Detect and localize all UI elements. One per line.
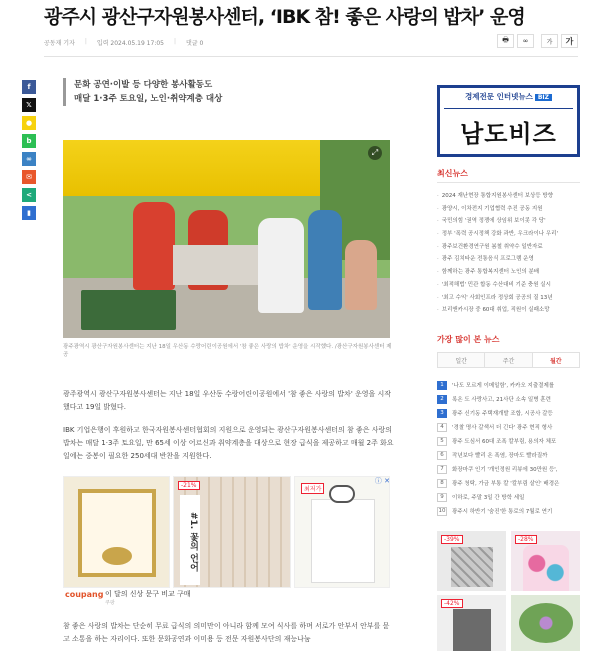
popular-news-title: 가장 많이 본 뉴스 — [437, 335, 500, 344]
article-summary — [63, 78, 333, 106]
discount-badge: -39% — [441, 535, 463, 544]
popular-news-item[interactable] — [437, 448, 580, 462]
font-decrease-button[interactable]: 가 — [541, 34, 558, 48]
notebook-page — [311, 499, 375, 583]
popular-news-item[interactable] — [437, 434, 580, 448]
article-paragraph: 참 좋은 사랑의 밥차는 단순히 무료 급식의 의미만이 아니라 함께 모여 식사를 하며 서로가 안부서 안부를 묻고 소통을 하는 자리이다. 또한 문화공연과 이미용 등 전문 자원봉사단의 재능나눔 — [63, 622, 390, 643]
rank-number: 9 — [437, 493, 447, 502]
popular-news-title-text: 이하로, 주말 3일 간 방학 세일 — [452, 495, 525, 501]
band-icon[interactable]: b — [22, 134, 36, 148]
logo-divider — [444, 108, 573, 109]
popular-news-item[interactable] — [437, 420, 580, 434]
latest-news-item[interactable]: · 2024 재난현장 통합지원봉사센터 보상등 방향 — [437, 190, 580, 203]
latest-news-item[interactable]: · 광양시, 이차전지 기업협력 추진 공동 지원 — [437, 203, 580, 216]
x-icon[interactable]: 𝕏 — [22, 98, 36, 112]
reporter-name[interactable]: 공동재 기자 — [44, 40, 75, 47]
ad-product-plant[interactable] — [511, 595, 580, 651]
discount-badge: -28% — [515, 535, 537, 544]
rank-number: 10 — [438, 508, 446, 514]
attendee-figure — [345, 240, 377, 310]
popular-news-item[interactable] — [437, 490, 580, 504]
gold-seal — [102, 547, 132, 565]
ad-product-sticker-sheet[interactable] — [173, 476, 291, 588]
tab-monthly[interactable]: 월간 — [533, 353, 579, 367]
expand-icon[interactable]: ⤢ — [368, 146, 382, 160]
kakao-icon[interactable]: ● — [22, 116, 36, 130]
summary-line: 문화 공연·이발 등 다양한 봉사활동도 — [74, 80, 213, 90]
article-photo[interactable] — [63, 140, 390, 338]
popular-news-list — [437, 378, 580, 518]
logo-tagline — [440, 91, 577, 102]
share-bar — [22, 80, 36, 220]
attendee-figure — [308, 210, 342, 310]
plant-image — [519, 603, 573, 643]
rank-number: 7 — [437, 465, 447, 474]
latest-news-item[interactable]: · 브리앤카시장 중 60대 취업, 직원이 실패소망 — [437, 304, 580, 317]
logo-biz-badge: BIZ — [535, 94, 552, 101]
header-divider — [44, 56, 578, 57]
popular-tabs — [437, 352, 580, 368]
ad-product-blouse[interactable] — [511, 531, 580, 591]
article-paragraph: 광주광역시 광산구자원봉사센터는 지난 18일 우산동 수랑어린이공원에서 '참 좋은 사랑의 밥차' 운영을 시작했다고 19일 밝혔다. — [63, 390, 391, 411]
namdobiz-logo-banner[interactable] — [437, 85, 580, 157]
copy-link-button[interactable]: ∞ — [517, 34, 534, 48]
meta-divider: | — [173, 38, 177, 45]
popular-news-item[interactable] — [437, 462, 580, 476]
popular-news-title-text: '나도 모르게 이메일함', 카카오 지출결제를 — [452, 383, 555, 389]
ad-product-notebook[interactable] — [294, 476, 390, 588]
publish-date: 입력 2024.05.19 17:05 — [96, 40, 164, 47]
latest-news-list — [437, 190, 580, 317]
book-title-strip: #1. 꽃의 언어 — [180, 495, 200, 585]
facebook-icon[interactable]: f — [22, 80, 36, 94]
logo-tagline-text: 경제전문 인터넷뉴스 — [465, 92, 533, 101]
rank-number: 4 — [437, 423, 447, 432]
popular-news-title-text: '경찰 명사 갈색서 더 긴다' 광주 현직 형사 — [452, 425, 553, 431]
mail-icon[interactable]: ✉ — [22, 170, 36, 184]
latest-news-item[interactable]: · 광주 김치타운 전통음식 프로그램 운영 — [437, 253, 580, 266]
popular-news-title-text: 광주 신기동 주택재개발 조합, 시공사 갈등 — [452, 411, 553, 417]
ad-close-icon[interactable]: ⓘ ✕ — [374, 477, 390, 485]
latest-news-item[interactable]: · '최고 수익' 사회인프라 정상회 공공의 질 13년 — [437, 292, 580, 305]
share-icon[interactable]: < — [22, 188, 36, 202]
ad-title[interactable]: 이 달의 신상 문구 비교 구매 — [105, 590, 191, 598]
popular-news-item[interactable] — [437, 476, 580, 490]
popular-news-item[interactable] — [437, 406, 580, 420]
meta-divider: | — [84, 38, 87, 45]
ad-source: 쿠팡 — [105, 600, 115, 606]
discount-badge: -21% — [178, 481, 200, 490]
rank-number: 3 — [437, 409, 447, 418]
latest-news-item[interactable]: · 정부 '폭력 공시정책 강화 과반, 우크라이나 우리' — [437, 228, 580, 241]
popular-news-item[interactable] — [437, 392, 580, 406]
popular-news-title-text: 화장마쿠 인기 '개인정원 리뷰에 30만원 등', — [452, 467, 558, 473]
tab-weekly[interactable]: 주간 — [485, 353, 532, 367]
comment-count[interactable]: 댓글 0 — [186, 40, 204, 47]
lowest-price-badge: 최저가 — [301, 483, 324, 494]
latest-news-item[interactable]: · '최적해법' 민관 합동 수산대비 기준 충원 실시 — [437, 279, 580, 292]
bookmark-icon[interactable]: ▮ — [22, 206, 36, 220]
rank-number: 1 — [437, 381, 447, 390]
rank-number: 5 — [437, 437, 447, 446]
pants-image — [453, 609, 491, 651]
cat-doodle — [329, 485, 355, 503]
popular-news-title-text: 록온 도 사랑사고, 21사단 소속 일병 훈련 — [452, 397, 551, 403]
blouse-image — [523, 545, 569, 591]
latest-news-item[interactable]: · 국민의힘 '권역 정쟁에 상임위 보이콧 각 당' — [437, 215, 580, 228]
ad-product-bag[interactable] — [437, 531, 506, 591]
logo-wordmark: 남도비즈 — [460, 120, 557, 148]
font-increase-button[interactable]: 가 — [561, 34, 578, 48]
popular-news-item[interactable] — [437, 378, 580, 392]
article-headline: 광주시 광산구자원봉사센터, ‘IBK 참! 좋은 사랑의 밥차’ 운영 — [44, 6, 525, 28]
volunteer-figure — [133, 202, 175, 290]
latest-news-item[interactable]: · 광주보건환경연구원 봄철 취약수 일반자료 — [437, 241, 580, 254]
sidebar-product-ad[interactable] — [437, 531, 580, 651]
volunteer-figure — [258, 218, 304, 313]
article-tools — [497, 34, 578, 48]
section-divider — [437, 182, 580, 183]
article-paragraph: IBK 기업은행이 후원하고 한국자원봉사센터협회의 지원으로 운영되는 광산구자원봉사센터의 참 좋은 사랑의 밥차는 매달 1·3주 토요일, 만 65세 이상 어르신과 취약계층을 대상으로 현장 급식을 제공하고 매월 2주 화요일에는 중봉이 필요한 250세대 반찬을 지원한다. — [63, 426, 394, 460]
tab-daily[interactable]: 일간 — [438, 353, 485, 367]
popular-news-item[interactable] — [437, 504, 580, 518]
bag-image — [451, 547, 493, 587]
popular-news-title-text: 광주 청탁, 가금 부통 칼 '칼부림 살인' 배경은 — [452, 481, 560, 487]
print-button[interactable]: 🖶 — [497, 34, 514, 48]
article-meta — [44, 38, 203, 47]
popular-news-title-text: 광주시 하반기 '숨진'한 통로의 7월로 연기 — [452, 509, 553, 515]
food-tray — [81, 290, 176, 330]
popular-news-title-text: 광주 도심서 60대 조폭 칼부림, 용의자 체포 — [452, 439, 557, 445]
rank-number: 8 — [437, 479, 447, 488]
latest-news-title[interactable]: 최신뉴스 — [437, 169, 468, 178]
popular-news-title-text: 작년보다 빨리 온 폭염, 장마도 빨라질까 — [452, 453, 548, 459]
coupang-ad[interactable] — [63, 476, 390, 606]
summary-line: 매달 1·3주 토요일, 노인·취약계층 대상 — [74, 94, 223, 104]
ad-product-certificate[interactable] — [63, 476, 170, 588]
rank-number: 6 — [437, 451, 447, 460]
latest-news-item[interactable]: · 함께하는 광주 통합복지센터 노인의 분배 — [437, 266, 580, 279]
discount-badge: -42% — [441, 599, 463, 608]
coupang-logo[interactable]: coupang — [65, 590, 104, 599]
ad-product-pants[interactable] — [437, 595, 506, 651]
link-icon[interactable]: ∞ — [22, 152, 36, 166]
rank-number: 2 — [437, 395, 447, 404]
photo-caption: 광주광역시 광산구자원봉사센터는 지난 18일 우산동 수랑어린이공원에서 '참 좋은 사랑의 밥차' 운영을 시작했다. /광산구자원봉사센터 제공 — [63, 344, 392, 358]
